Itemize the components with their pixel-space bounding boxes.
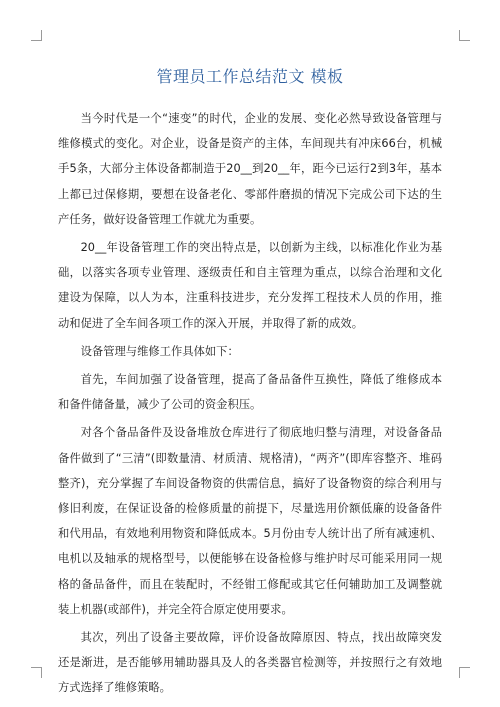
paragraph-work-details-heading: 设备管理与维修工作具体如下： — [80, 344, 239, 358]
crop-mark-top-left — [31, 30, 42, 41]
paragraph-highlights: 20__年设备管理工作的突出特点是，以创新为主线，以标准化作业为基础，以落实各项专业管理、逐级责任和自主管理为重点，以综合治理和文化建设为保障，以人为本，注重科技进步，充分发挥工程技术人员的作用，推动和促进了全车间各项工作的深入开展，并取得了新的成效。 — [58, 241, 442, 330]
paragraph-spare-parts: 对各个备品备件及设备堆放仓库进行了彻底地归整与清理，对设备备品备件做到了“三清”(即数量清、材质清、规格清)，“两齐”(即库容整齐、堆码整齐)，充分掌握了车间设备物资的供需信息，搞好了设备物资的综合利用与修旧利废，在保证设备的检修质量的前提下，尽量选用价额低廉的设备备件和代用品，有效地利用物资和降低成本。5月份由专人统计出了所有减速机、电机以及轴承的规格型号，以便能够在设备检修与维护时尽可能采用同一规格的备品备件，而且在装配时，不经钳工修配或其它任何辅助加工及调整就装上机器(或部件)，并完全符合原定使用要求。 — [58, 426, 442, 616]
crop-mark-bottom-right — [459, 667, 470, 678]
paragraph-first-point: 首先，车间加强了设备管理，提高了备品备件互换性，降低了维修成本和备件储备量，减少了公司的资金积压。 — [58, 373, 442, 412]
crop-mark-bottom-left — [31, 667, 42, 678]
paragraph-intro: 当今时代是一个“速变”的时代，企业的发展、变化必然导致设备管理与维修模式的变化。对企业，设备是资产的主体，车间现共有冲床66台，机械手5条，大部分主体设备都制造于20__到20__年，距今已运行2到3年，基本上都已过保修期，要想在设备老化、零部件磨损的情况下完成公司下达的生产任务，做好设备管理工作就尤为重要。 — [58, 112, 442, 226]
paragraph-second-point: 其次，列出了设备主要故障，评价设备故障原因、特点，找出故障突发还是渐进，是否能够用辅助器具及人的各类器官检测等，并按照行之有效地方式选择了维修策略。 — [58, 631, 442, 695]
crop-mark-top-right — [459, 30, 470, 41]
document-title: 管理员工作总结范文 模板 — [156, 67, 344, 86]
document-body — [58, 106, 442, 704]
